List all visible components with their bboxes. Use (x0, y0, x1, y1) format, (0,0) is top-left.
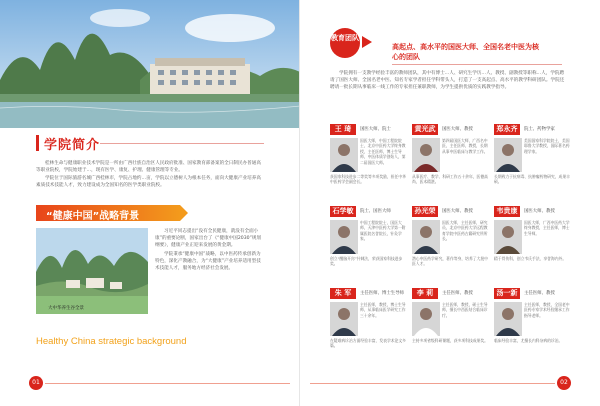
expert-role: 院士、国医大师 (360, 209, 391, 214)
college-intro-text (36, 160, 264, 190)
expert-bio: 中国工程院院士，国医大师，天津中医药大学第一附属医院名誉院长，针灸学家。 (360, 220, 406, 242)
strategy-title: “健康中国”战略背景 (46, 211, 140, 222)
footer-rule (310, 383, 555, 384)
expert-bio-more: 精于骨伤科，创立韦氏手法，享誉海内外。 (494, 256, 567, 261)
strategy-banner (36, 205, 180, 221)
photo-caption: 大中华养生谷全景 (48, 306, 84, 311)
expert-role: 国医大师、教授 (442, 209, 473, 214)
expert-photo (412, 220, 440, 254)
expert-bio-more: 临床经验丰富，尤擅长内科杂病的诊治。 (494, 338, 563, 343)
expert-card (494, 124, 572, 204)
college-intro-heading (36, 134, 100, 152)
expert-bio-more: 主持多项省级科研课题，获多项科技成果奖。 (412, 338, 488, 343)
expert-card (412, 288, 490, 368)
expert-bio-more: 从事医疗、教学、科研工作五十余年，医德高尚，医术精湛。 (412, 174, 488, 185)
expert-card (412, 206, 490, 286)
expert-bio: 美国国家科学院院士，美国耶鲁大学教授，国际著名药理学家。 (524, 138, 570, 154)
valley-photo (36, 228, 148, 314)
expert-name: 朱 军 (330, 288, 356, 299)
expert-photo (494, 138, 522, 172)
expert-card (494, 206, 572, 286)
expert-bio: 国医大师，广西中医药大学终身教授，主任医师，博士生导师。 (524, 220, 570, 236)
expert-name: 韦贵康 (494, 206, 520, 217)
expert-role: 主任医师、博士生导师 (360, 291, 404, 296)
strategy-paragraph-2: 学院秉承“健康中国”战略，以中医药传承创新为特色，深化产教融合，为“大健康”产业培养适用型技术技能人才，服务地方经济社会发展。 (155, 251, 261, 272)
expert-bio-more: 创立“醒脑开窍”针刺法，荣获国家科技进步奖。 (330, 256, 403, 267)
expert-bio-more: 在疑难病诊治方面经验丰富，发表学术论文多篇。 (330, 338, 406, 349)
tagline-rule (392, 64, 562, 65)
strategy-paragraph-1: 习近平同志提出“没有全民健康，就没有全面小康”的重要论断，国家出台了《“健康中国2030”规划纲要》，健康产业正迎来发展的黄金期。 (155, 229, 262, 249)
expert-name: 黄光武 (412, 124, 438, 135)
expert-bio: 第四届国医大师，广西名中医，主任医师，教授，长期从事中医临床与教学工作。 (442, 138, 488, 154)
expert-name: 汤一新 (494, 288, 520, 299)
page-number-left: 01 (29, 376, 43, 390)
expert-card (494, 288, 572, 368)
expert-role: 国医大师、院士 (360, 127, 391, 132)
intro-paragraph-2: 学院位于国际旅游名城广西桂林市，学院占地约…亩，学院以立德树人为根本任务，面向大健康产业培养高素质技术技能人才，致力建设成为全国知名的医学类职业院校。 (36, 176, 261, 188)
expert-name: 石学敏 (330, 206, 356, 217)
campus-photo (0, 0, 300, 128)
expert-name: 李 莉 (412, 288, 438, 299)
expert-photo (330, 220, 358, 254)
college-intro-title: 学院简介 (44, 137, 101, 153)
expert-bio: 主任医师，教授，全国老中医药专家学术经验继承工作指导老师。 (524, 302, 570, 318)
page-number-right: 02 (557, 376, 571, 390)
heading-bar (36, 135, 39, 151)
expert-role: 主任医师、教授 (442, 291, 473, 296)
right-page (300, 0, 600, 406)
intro-paragraph-1: 桂林生命与健康职业技术学院是一所由广西壮族自治区人民政府批准、国家教育部备案的全日制民办普通高等职业院校，学院始建于…，现有医学、康复、护理、健康管理等专业。 (36, 161, 261, 173)
expert-photo (494, 302, 522, 336)
heading-rule (100, 143, 264, 144)
expert-photo (330, 302, 358, 336)
expert-name: 王 琦 (330, 124, 356, 135)
expert-role: 国医大师、教授 (524, 209, 555, 214)
expert-name: 郑永齐 (494, 124, 520, 135)
expert-card (330, 206, 408, 286)
expert-bio-more: 获国家科技进步二等奖等多项奖励，担任中华中医药学会副会长。 (330, 174, 406, 185)
expert-photo (494, 220, 522, 254)
expert-photo (412, 138, 440, 172)
footer-rule (45, 383, 290, 384)
team-tagline: 高起点、高水平的国医大师、全国名老中医为核心的团队 (392, 43, 539, 61)
expert-bio-more: 长期致力于抗病毒、抗肿瘤药物研究，成果丰硕。 (494, 174, 570, 185)
expert-card (330, 288, 408, 368)
english-title: Healthy China strategic background (36, 336, 187, 347)
team-intro-text: 学院拥有一支教学经验丰富的教师团队，其中有博士…人、研究生学历…人、教授、副教授等职称…人，学院聘请了国医大师、全国名老中医、知名专家学者担任学科带头人，打造了一支高起点、高水平的教学科研团队。学院还聘请一批长期从事临床一线工作的专家担任兼职教师，为学生提供优质的实践教学指导。 (330, 71, 565, 91)
expert-bio: 主任医师，教授，博士生导师，从事临床医学研究工作三十余年。 (360, 302, 406, 318)
expert-bio: 主任医师，教授，硕士生导师，擅长中西医结合临床诊疗。 (442, 302, 488, 318)
badge-pointer (362, 36, 372, 48)
expert-bio: 国医大师，主任医师，研究员，北京中医药大学远程教育学院中医药古籍研究所所长。 (442, 220, 488, 242)
strategy-text (155, 228, 265, 273)
expert-bio: 国医大师，中国工程院院士，北京中医药大学终身教授，主任医师，博士生导师，中医体质学创始人，第二届国医大师。 (360, 138, 406, 165)
expert-name: 孙光荣 (412, 206, 438, 217)
expert-card (412, 124, 490, 204)
expert-card (330, 124, 408, 204)
team-badge: 教育团队 (330, 28, 360, 58)
expert-role: 主任医师、教授 (524, 291, 555, 296)
expert-role: 院士、药物学家 (524, 127, 555, 132)
expert-bio-more: 潜心中医药学研究，著作等身，培养了大批中医人才。 (412, 256, 488, 267)
expert-photo (412, 302, 440, 336)
team-intro (330, 70, 568, 92)
expert-role: 国医大师、教授 (442, 127, 473, 132)
expert-photo (330, 138, 358, 172)
